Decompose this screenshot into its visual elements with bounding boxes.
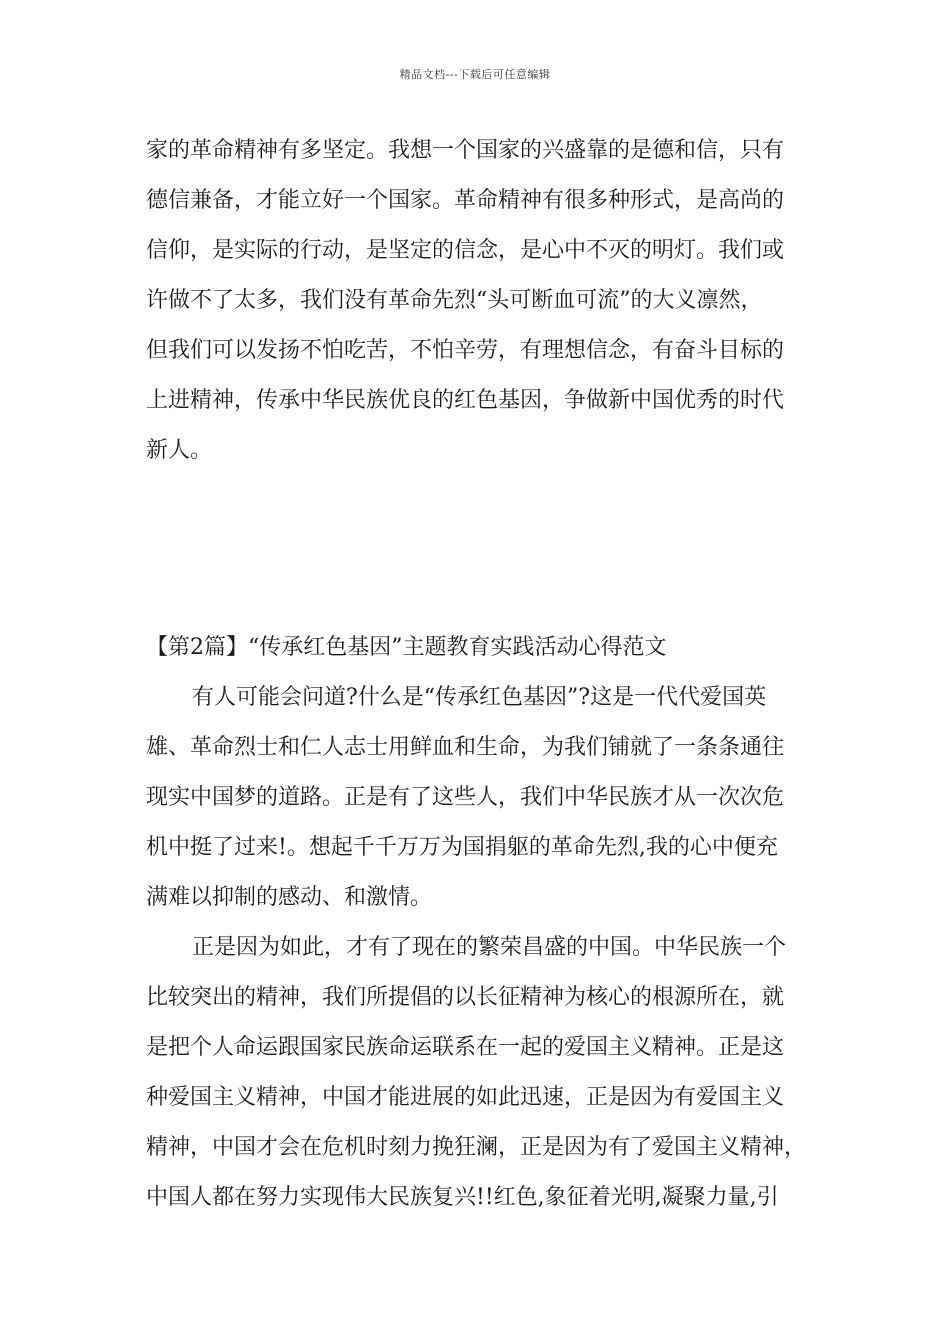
text-line: 信仰，是实际的行动，是坚定的信念，是心中不灭的明灯。我们或 (146, 238, 785, 263)
text-line: 德信兼备，才能立好一个国家。革命精神有很多种形式，是高尚的 (146, 188, 785, 213)
text-line: 正是因为如此，才有了现在的繁荣昌盛的中国。中华民族一个 (192, 935, 787, 960)
text-line: 机中挺了过来!。想起千千万万为国捐躯的革命先烈,我的心中便充 (146, 835, 778, 860)
text-line: 现实中国梦的道路。正是有了这些人，我们中华民族才从一次次危 (146, 785, 785, 810)
text-line: 许做不了太多，我们没有革命先烈“头可断血可流”的大义凛然， (146, 288, 763, 313)
text-line: 是把个人命运跟国家民族命运联系在一起的爱国主义精神。正是这 (146, 1035, 785, 1060)
text-line: 满难以抑制的感动、和激情。 (146, 885, 433, 910)
section-heading: 【第2篇】“传承红色基因”主题教育实践活动心得范文 (146, 635, 667, 660)
paragraph-1 (146, 673, 826, 923)
text-line: 比较突出的精神，我们所提倡的以长征精神为核心的根源所在，就 (146, 985, 785, 1010)
section-1-text (146, 126, 826, 476)
text-line: 有人可能会问道?什么是“传承红色基因”?这是一代代爱国英 (192, 685, 767, 710)
text-line: 中国人都在努力实现伟大民族复兴!!红色,象征着光明,凝聚力量,引 (146, 1185, 779, 1210)
text-line: 家的革命精神有多坚定。我想一个国家的兴盛靠的是德和信，只有 (146, 138, 785, 163)
text-line: 新人。 (146, 438, 213, 463)
text-line: 雄、革命烈士和仁人志士用鲜血和生命，为我们铺就了一条条通往 (146, 735, 785, 760)
paragraph-2 (146, 923, 826, 1223)
text-line: 种爱国主义精神，中国才能进展的如此迅速，正是因为有爱国主义 (146, 1085, 785, 1110)
text-line: 精神，中国才会在危机时刻力挽狂澜，正是因为有了爱国主义精神， (146, 1135, 807, 1160)
section-2 (146, 623, 826, 1223)
page-header: 精品文档---下载后可任意编辑 (399, 68, 551, 81)
text-line: 但我们可以发扬不怕吃苦，不怕辛劳，有理想信念，有奋斗目标的 (146, 338, 785, 363)
text-line: 上进精神，传承中华民族优良的红色基因，争做新中国优秀的时代 (146, 388, 785, 413)
